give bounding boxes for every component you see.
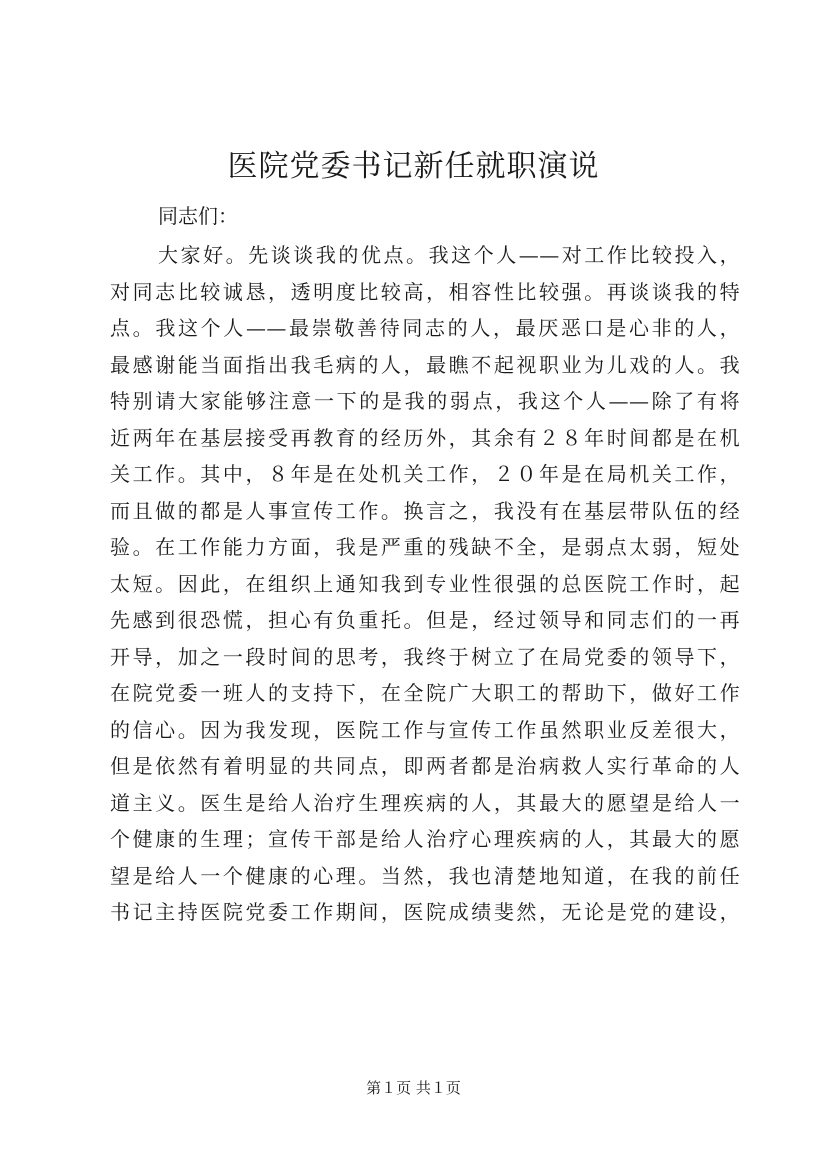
body-line: 特别请大家能够注意一下的是我的弱点，我这个人——除了有将 [110,389,740,413]
body-line: 大家好。先谈谈我的优点。我这个人——对工作比较投入， [158,243,740,267]
body-line: 的信心。因为我发现，医院工作与宣传工作虽然职业反差很大， [110,717,740,742]
page-footer: 第１页 共１页 [366,1079,461,1097]
body-line: 望是给人一个健康的心理。当然，我也清楚地知道，在我的前任 [110,863,740,888]
body-line: 道主义。医生是给人治疗生理疾病的人，其最大的愿望是给人一 [110,790,740,815]
body-line: 点。我这个人——最崇敬善待同志的人，最厌恶口是心非的人， [110,316,740,340]
salutation: 同志们： [158,204,238,228]
body-line: 最感谢能当面指出我毛病的人，最瞧不起视职业为儿戏的人。我 [110,352,740,377]
body-line: 先感到很恐慌，担心有负重托。但是，经过领导和同志们的一再 [110,608,740,632]
body-line: 关工作。其中，８年是在处机关工作，２０年是在局机关工作， [110,462,740,486]
body-line: 对同志比较诚恳，透明度比较高，相容性比较强。再谈谈我的特 [110,279,740,304]
body-text [110,237,740,931]
body-line: 近两年在基层接受再教育的经历外，其余有２８年时间都是在机 [110,425,740,450]
body-line: 太短。因此，在组织上通知我到专业性很强的总医院工作时，起 [110,571,740,596]
body-line: 个健康的生理；宣传干部是给人治疗心理疾病的人，其最大的愿 [110,827,740,851]
body-line: 书记主持医院党委工作期间，医院成绩斐然，无论是党的建设， [110,900,740,924]
body-line: 开导，加之一段时间的思考，我终于树立了在局党委的领导下， [110,644,740,669]
document-title: 医院党委书记新任就职演说 [227,149,600,184]
body-line: 但是依然有着明显的共同点，即两者都是治病救人实行革命的人 [110,754,740,778]
body-line: 验。在工作能力方面，我是严重的残缺不全，是弱点太弱，短处 [110,535,740,559]
body-line: 在院党委一班人的支持下，在全院广大职工的帮助下，做好工作 [110,681,740,705]
body-line: 而且做的都是人事宣传工作。换言之，我没有在基层带队伍的经 [110,498,740,523]
